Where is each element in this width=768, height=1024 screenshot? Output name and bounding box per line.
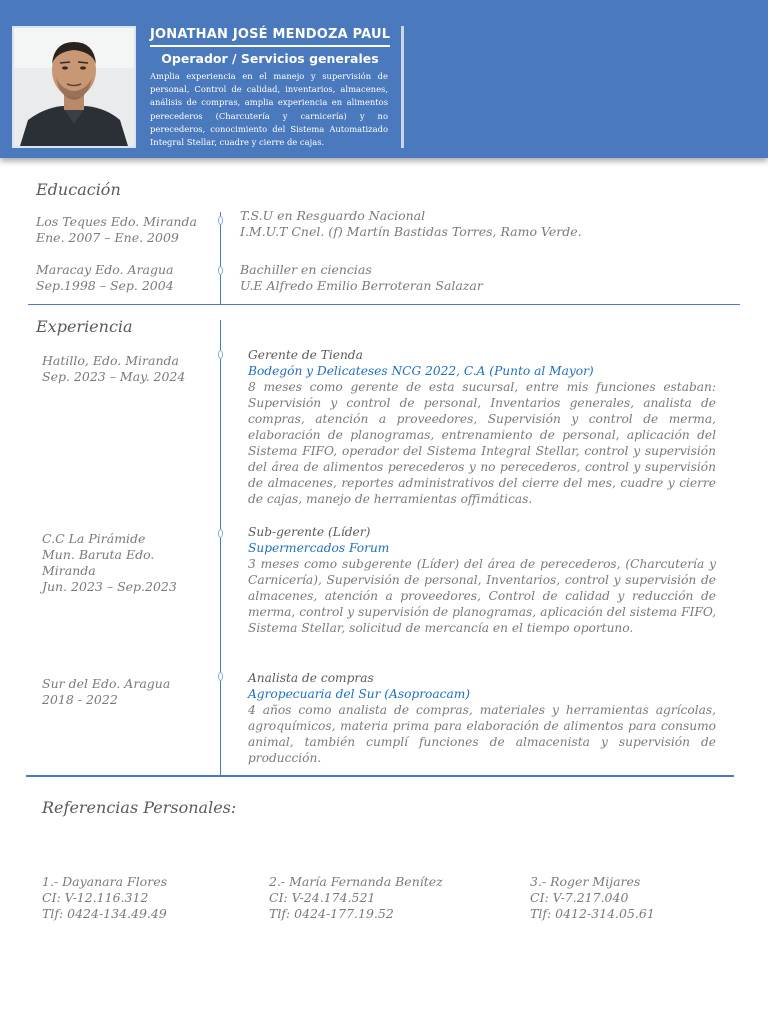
experience-company: Bodegón y Delicateses NCG 2022, C.A (Punto al Mayor) bbox=[248, 364, 594, 378]
experience-item-1-meta bbox=[42, 353, 217, 385]
header-vertical-divider bbox=[401, 26, 404, 148]
experience-dates: Jun. 2023 – Sep.2023 bbox=[42, 579, 177, 594]
experience-description: 4 años como analista de compras, materiales y herramientas agrícolas, agroquímicos, materia prima para elaboración de alimentos para consumo animal, también cumplí funciones de almacenista y supervisión de producción. bbox=[248, 703, 716, 765]
reference-item-2 bbox=[269, 874, 443, 922]
education-dates: Ene. 2007 – Ene. 2009 bbox=[36, 230, 179, 245]
education-degree: Bachiller en ciencias bbox=[240, 262, 372, 277]
education-degree: T.S.U en Resguardo Nacional bbox=[240, 208, 426, 223]
education-item-1-detail bbox=[240, 208, 720, 240]
reference-phone: Tlf: 0412-314.05.61 bbox=[530, 906, 655, 921]
timeline-dot-icon bbox=[218, 216, 223, 225]
experience-company: Supermercados Forum bbox=[248, 541, 390, 555]
timeline-dot-icon bbox=[218, 266, 223, 275]
experience-dates: Sep. 2023 – May. 2024 bbox=[42, 369, 186, 384]
profile-photo bbox=[12, 26, 136, 148]
candidate-role: Operador / Servicios generales bbox=[161, 51, 379, 66]
education-dates: Sep.1998 – Sep. 2004 bbox=[36, 278, 174, 293]
timeline-dot-icon bbox=[218, 672, 223, 681]
experience-item-3 bbox=[248, 670, 716, 766]
reference-phone: Tlf: 0424-134.49.49 bbox=[42, 906, 167, 921]
section-divider bbox=[26, 775, 734, 777]
experience-place-line: Sur del Edo. Aragua bbox=[42, 676, 171, 691]
education-title: Educación bbox=[36, 180, 121, 199]
education-place: Maracay Edo. Aragua bbox=[36, 262, 174, 277]
reference-item-3 bbox=[530, 874, 655, 922]
experience-place-line: C.C La Pirámide bbox=[42, 531, 146, 546]
reference-phone: Tlf: 0424-177.19.52 bbox=[269, 906, 394, 921]
person-photo-icon bbox=[14, 28, 134, 146]
reference-name: 1.- Dayanara Flores bbox=[42, 874, 167, 889]
experience-item-3-meta bbox=[42, 676, 217, 708]
timeline-dot-icon bbox=[218, 529, 223, 538]
reference-name: 2.- María Fernanda Benítez bbox=[269, 874, 443, 889]
references-title: Referencias Personales: bbox=[42, 798, 237, 817]
experience-company: Agropecuaria del Sur (Asoproacam) bbox=[248, 687, 471, 701]
education-place: Los Teques Edo. Miranda bbox=[36, 214, 197, 229]
experience-position: Analista de compras bbox=[248, 671, 374, 685]
role-divider bbox=[150, 45, 390, 67]
education-institution: U.E Alfredo Emilio Berroteran Salazar bbox=[240, 278, 483, 293]
section-divider bbox=[28, 304, 740, 305]
experience-item-1 bbox=[248, 347, 716, 507]
reference-ci: CI: V-12.116.312 bbox=[42, 890, 149, 905]
experience-description: 3 meses como subgerente (Líder) del área de perecederos, (Charcutería y Carnicería), Supervisión de personal, Inventarios, control y supervisión de almacenes, atención a proveedores, Control de calidad y reducción de merma, control y supervisión de planogramas, aplicación del sistema FIFO, Sistema Stellar, solicitud de mercancía en el tiempo oportuno. bbox=[248, 557, 716, 635]
timeline-dot-icon bbox=[218, 350, 223, 359]
experience-position: Sub-gerente (Líder) bbox=[248, 525, 371, 539]
reference-ci: CI: V-24.174.521 bbox=[269, 890, 376, 905]
reference-item-1 bbox=[42, 874, 167, 922]
experience-place-line: Mun. Baruta Edo. bbox=[42, 547, 155, 562]
experience-position: Gerente de Tienda bbox=[248, 348, 363, 362]
education-item-2-meta bbox=[36, 262, 216, 294]
reference-name: 3.- Roger Mijares bbox=[530, 874, 641, 889]
experience-title: Experiencia bbox=[36, 317, 133, 336]
experience-place-line: Hatillo, Edo. Miranda bbox=[42, 353, 179, 368]
experience-description: 8 meses como gerente de esta sucursal, entre mis funciones estaban: Supervisión y control de personal, Inventarios generales, analista de compras, atención a proveedores, Supervisión y control de merma, elaboración de planogramas, entrenamiento de personal, aplicación del Sistema FIFO, operador del Sistema Integral Stellar, control y supervisión del área de alimentos perecederos y no perecederos, control y supervisión de almacenes, reportes administrativos del cierre del mes, cuadre y cierre de cajas, manejo de herramientas offimáticas. bbox=[248, 380, 716, 506]
reference-ci: CI: V-7.217.040 bbox=[530, 890, 629, 905]
experience-place-line: Miranda bbox=[42, 563, 96, 578]
experience-dates: 2018 - 2022 bbox=[42, 692, 118, 707]
profile-summary: Amplia experiencia en el manejo y supervisión de personal, Control de calidad, inventarios, almacenes, análisis de compras, amplia experiencia en alimentos perecederos (Charcutería y carnicería) y no perecederos, conocimiento del Sistema Automatizado Integral Stellar, cuadre y cierre de cajas. bbox=[150, 71, 388, 148]
education-timeline bbox=[220, 212, 221, 305]
header-banner bbox=[0, 0, 768, 158]
experience-timeline bbox=[220, 320, 221, 775]
education-item-1-meta bbox=[36, 214, 216, 246]
education-item-2-detail bbox=[240, 262, 720, 294]
experience-item-2-meta bbox=[42, 531, 217, 595]
education-institution: I.M.U.T Cnel. (f) Martín Bastidas Torres, Ramo Verde. bbox=[240, 224, 582, 239]
candidate-name: JONATHAN JOSÉ MENDOZA PAUL bbox=[150, 27, 391, 42]
experience-item-2 bbox=[248, 524, 716, 636]
